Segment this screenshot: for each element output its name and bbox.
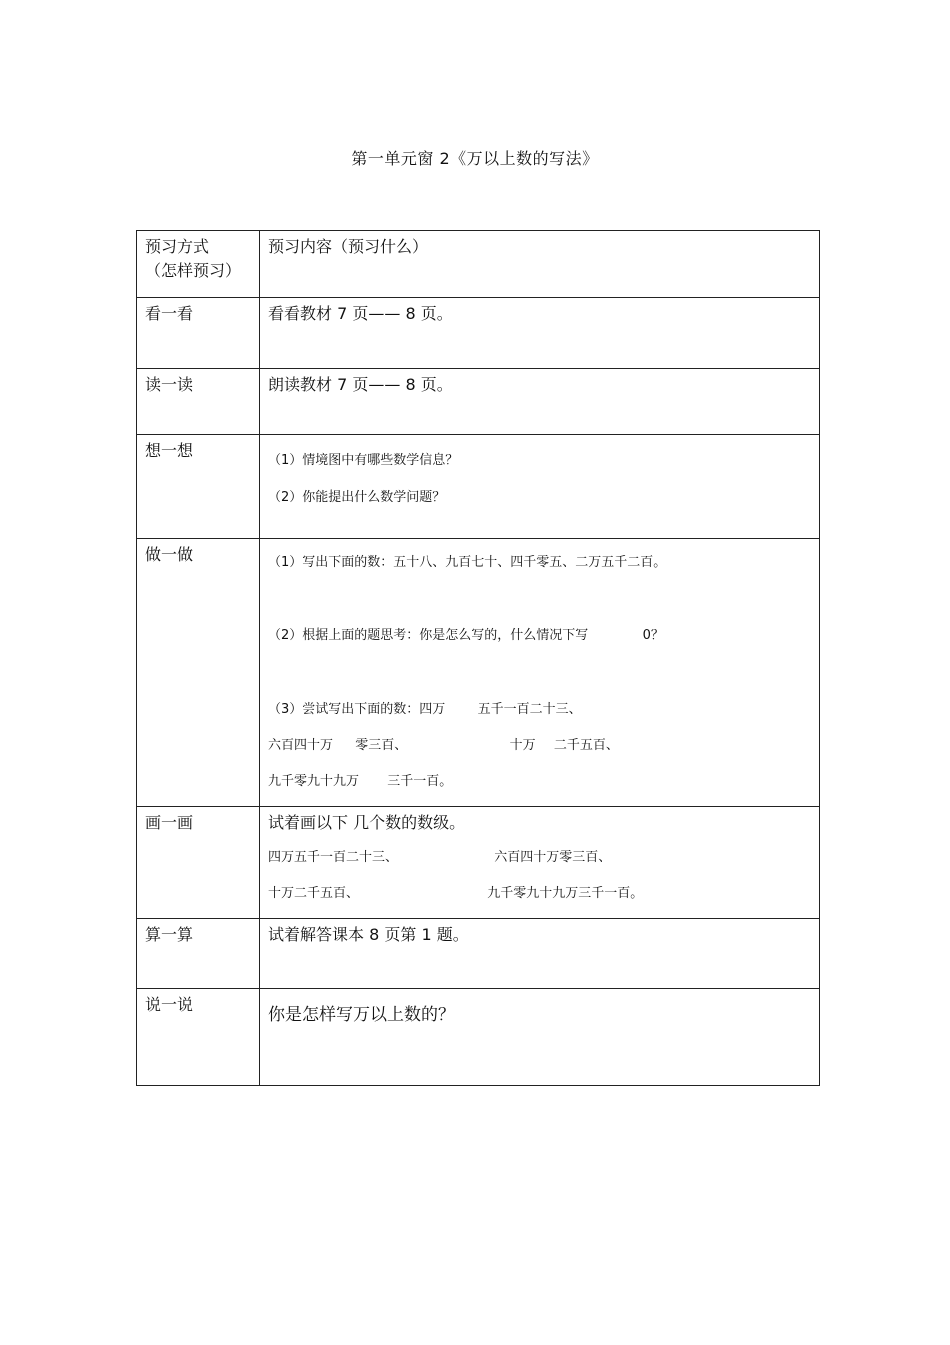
method-think: 想一想	[145, 441, 194, 460]
method-header-line2: （怎样预习）	[145, 261, 242, 280]
table-row	[137, 539, 820, 807]
table-row	[137, 989, 820, 1086]
draw-num-c: 十万二千五百、	[268, 886, 360, 901]
table-header-row	[137, 231, 820, 298]
do-question-3-num: 五千一百二十三、	[477, 702, 582, 717]
method-header-line1: 预习方式	[145, 237, 210, 256]
do-num-f: 三千一百。	[387, 774, 453, 789]
content-header-cell	[260, 231, 820, 298]
think-question-1: （1）情境图中有哪些数学信息？	[268, 453, 459, 468]
content-read: 朗读教材 7 页—— 8 页。	[268, 375, 453, 394]
table-row	[137, 919, 820, 989]
draw-num-a: 四万五千一百二十三、	[268, 850, 399, 865]
think-question-2: （2）你能提出什么数学问题？	[268, 490, 446, 505]
method-read: 读一读	[145, 375, 194, 394]
table-row	[137, 807, 820, 919]
do-question-3-text: （3）尝试写出下面的数：四万	[268, 702, 446, 717]
do-question-3-line2	[260, 722, 819, 758]
preview-table	[136, 230, 820, 1086]
method-do: 做一做	[145, 545, 194, 564]
method-say: 说一说	[145, 995, 194, 1014]
content-header: 预习内容（预习什么）	[268, 237, 429, 256]
do-num-a: 六百四十万	[268, 738, 334, 753]
method-header-cell	[137, 231, 260, 298]
table-row	[137, 369, 820, 435]
draw-line-3	[260, 870, 819, 906]
method-calc: 算一算	[145, 925, 194, 944]
method-look: 看一看	[145, 304, 194, 323]
do-question-2-zero: 0？	[642, 628, 664, 643]
content-say: 你是怎样写万以上数的？	[268, 1005, 455, 1025]
do-num-e: 九千零九十九万	[268, 774, 360, 789]
table-row	[137, 298, 820, 369]
do-question-3	[260, 648, 819, 722]
method-header	[137, 231, 259, 283]
table-row	[137, 435, 820, 539]
do-question-3-line3	[260, 758, 819, 794]
do-question-2-text: （2）根据上面的题思考：你是怎么写的，什么情况下写	[268, 628, 589, 643]
do-num-d: 二千五百、	[553, 738, 619, 753]
draw-num-b: 六百四十万零三百、	[494, 850, 612, 865]
draw-instruction: 试着画以下 几个数的数级。	[268, 813, 466, 832]
do-num-b: 零三百、	[355, 738, 408, 753]
draw-line-2	[260, 835, 819, 870]
page-title: 第一单元窗 2《万以上数的写法》	[351, 149, 599, 168]
draw-num-d: 九千零九十九万三千一百。	[487, 886, 644, 901]
content-look: 看看教材 7 页—— 8 页。	[268, 304, 453, 323]
do-question-2	[260, 575, 819, 648]
method-draw: 画一画	[145, 813, 194, 832]
do-question-1: （1）写出下面的数：五十八、九百七十、四千零五、二万五千二百。	[268, 555, 667, 570]
content-calc: 试着解答课本 8 页第 1 题。	[268, 925, 469, 944]
do-num-c: 十万	[509, 738, 536, 753]
